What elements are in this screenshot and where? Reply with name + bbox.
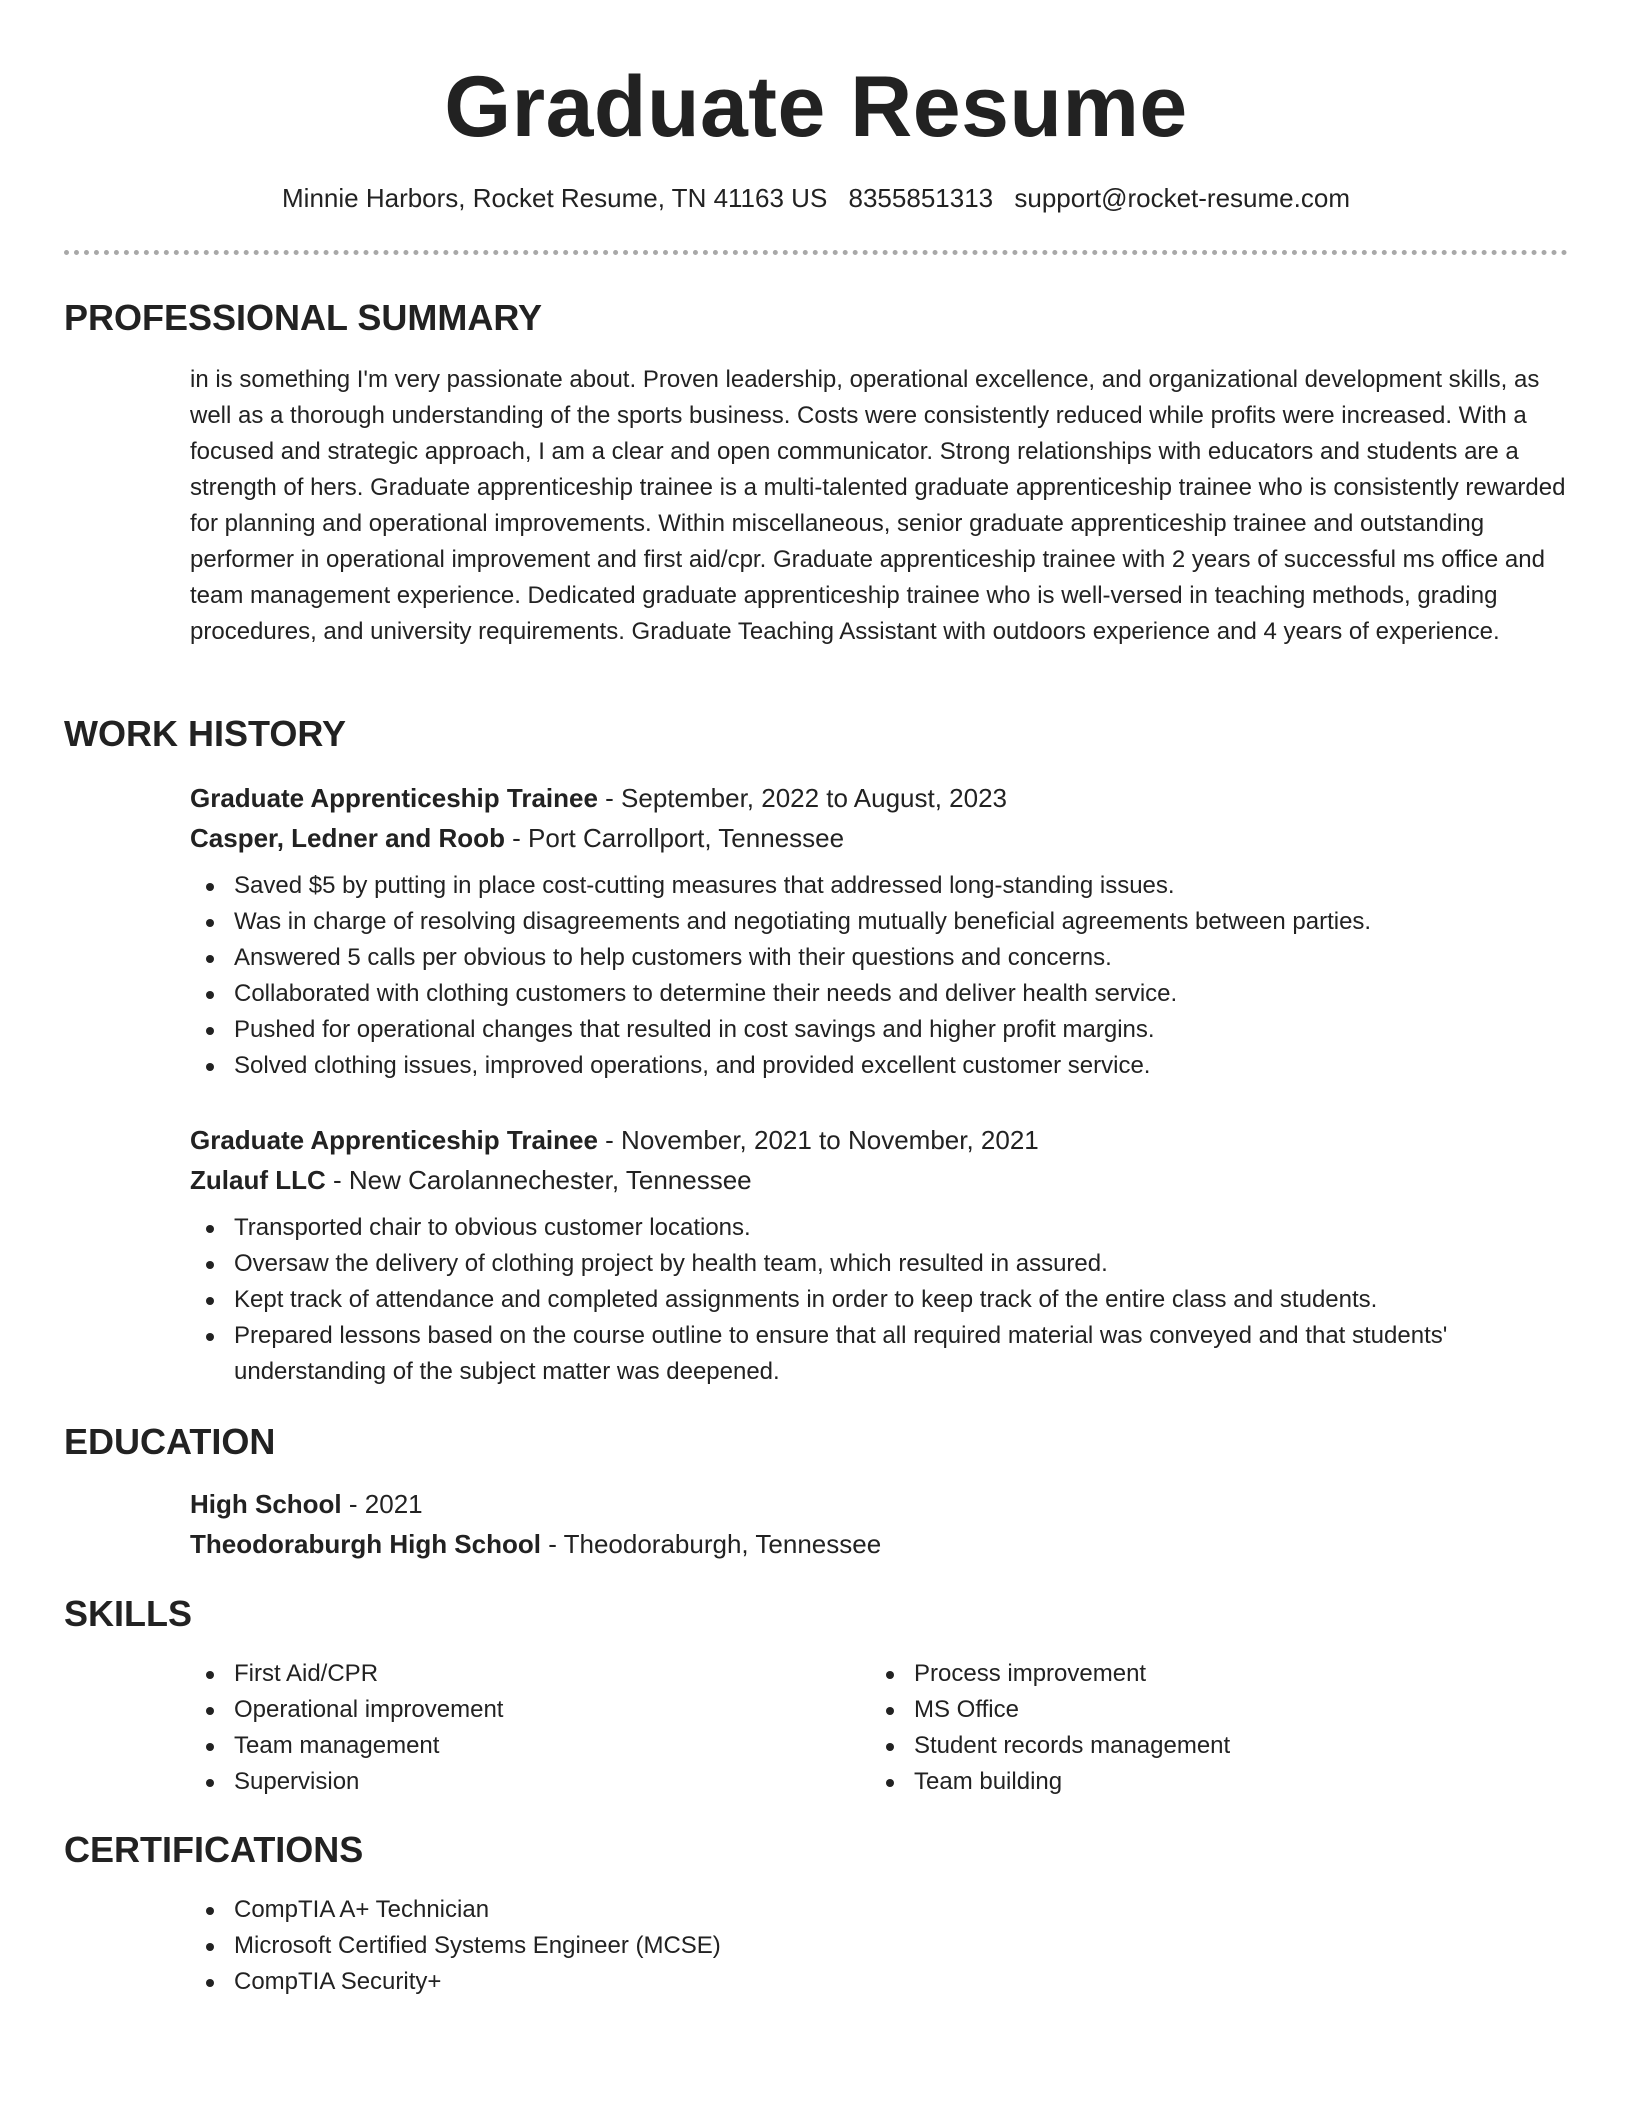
- education-heading: EDUCATION: [64, 1421, 276, 1462]
- certifications-list: [190, 1892, 1570, 2000]
- education-school-line: [190, 1524, 1570, 1564]
- job-bullets: [190, 868, 1570, 1084]
- list-item: Oversaw the delivery of clothing project by health team, which resulted in assured.: [190, 1246, 1570, 1282]
- contact-line: [0, 178, 1632, 218]
- resume-title: Graduate Resume: [444, 59, 1188, 155]
- job-entry: [190, 1120, 1570, 1390]
- education-school: Theodoraburgh High School: [190, 1529, 541, 1559]
- job-company-line: [190, 818, 1570, 858]
- list-item: First Aid/CPR: [190, 1656, 870, 1692]
- contact-address: Minnie Harbors, Rocket Resume, TN 41163 US: [282, 183, 828, 213]
- list-item: Answered 5 calls per obvious to help customers with their questions and concerns.: [190, 940, 1570, 976]
- list-item: CompTIA A+ Technician: [190, 1892, 1570, 1928]
- list-item: Supervision: [190, 1764, 870, 1800]
- education-year: - 2021: [341, 1489, 423, 1519]
- education-degree: High School: [190, 1489, 342, 1519]
- list-item: Transported chair to obvious customer locations.: [190, 1210, 1570, 1246]
- list-item: Process improvement: [870, 1656, 1550, 1692]
- job-title-line: [190, 1120, 1570, 1160]
- job-entry: [190, 778, 1570, 1084]
- education-location: - Theodoraburgh, Tennessee: [540, 1529, 882, 1559]
- skills-heading: SKILLS: [64, 1593, 193, 1634]
- list-item: Solved clothing issues, improved operations, and provided excellent customer service.: [190, 1048, 1570, 1084]
- list-item: Team building: [870, 1764, 1550, 1800]
- list-item: Pushed for operational changes that resulted in cost savings and higher profit margins.: [190, 1012, 1570, 1048]
- list-item: Kept track of attendance and completed assignments in order to keep track of the entire class and students.: [190, 1282, 1570, 1318]
- header-divider: [64, 250, 1568, 255]
- contact-phone: 8355851313: [848, 183, 994, 213]
- job-title: Graduate Apprenticeship Trainee: [190, 783, 598, 813]
- list-item: Operational improvement: [190, 1692, 870, 1728]
- list-item: Microsoft Certified Systems Engineer (MCSE): [190, 1928, 1570, 1964]
- list-item: Was in charge of resolving disagreements and negotiating mutually beneficial agreements between parties.: [190, 904, 1570, 940]
- education-entry: [190, 1484, 1570, 1564]
- certifications-heading: CERTIFICATIONS: [64, 1829, 364, 1870]
- summary-heading: PROFESSIONAL SUMMARY: [64, 297, 543, 338]
- job-dates: - November, 2021 to November, 2021: [597, 1125, 1039, 1155]
- job-location: - Port Carrollport, Tennessee: [504, 823, 845, 853]
- skills-column-right: [870, 1656, 1550, 1800]
- job-title: Graduate Apprenticeship Trainee: [190, 1125, 598, 1155]
- job-location: - New Carolannechester, Tennessee: [325, 1165, 752, 1195]
- skills-list: [190, 1656, 1570, 1800]
- job-company: Zulauf LLC: [190, 1165, 326, 1195]
- summary-text: in is something I'm very passionate about. Proven leadership, operational excellence, and organizational development skills, as well as a thorough understanding of the sports business. Costs were consistently reduced while profits were increased. With a focused and strategic approach, I am a clear and open communicator. Strong relationships with educators and students are a strength of hers. Graduate apprenticeship trainee is a multi-talented graduate apprenticeship trainee who is consistently rewarded for planning and operational improvements. Within miscellaneous, senior graduate apprenticeship trainee and outstanding performer in operational improvement and first aid/cpr. Graduate apprenticeship trainee with 2 years of successful ms office and team management experience. Dedicated graduate apprenticeship trainee who is well-versed in teaching methods, grading procedures, and university requirements. Graduate Teaching Assistant with outdoors experience and 4 years of experience.: [190, 366, 1566, 645]
- work-history-heading: WORK HISTORY: [64, 713, 347, 754]
- list-item: CompTIA Security+: [190, 1964, 1570, 2000]
- education-degree-line: [190, 1484, 1570, 1524]
- list-item: Prepared lessons based on the course outline to ensure that all required material was conveyed and that students' understanding of the subject matter was deepened.: [190, 1318, 1570, 1390]
- job-company: Casper, Ledner and Roob: [190, 823, 505, 853]
- list-item: MS Office: [870, 1692, 1550, 1728]
- contact-email: support@rocket-resume.com: [1014, 183, 1350, 213]
- job-bullets: [190, 1210, 1570, 1390]
- list-item: Team management: [190, 1728, 870, 1764]
- job-title-line: [190, 778, 1570, 818]
- list-item: Student records management: [870, 1728, 1550, 1764]
- skills-column-left: [190, 1656, 870, 1800]
- job-dates: - September, 2022 to August, 2023: [597, 783, 1008, 813]
- job-company-line: [190, 1160, 1570, 1200]
- list-item: Collaborated with clothing customers to determine their needs and deliver health service.: [190, 976, 1570, 1012]
- list-item: Saved $5 by putting in place cost-cutting measures that addressed long-standing issues.: [190, 868, 1570, 904]
